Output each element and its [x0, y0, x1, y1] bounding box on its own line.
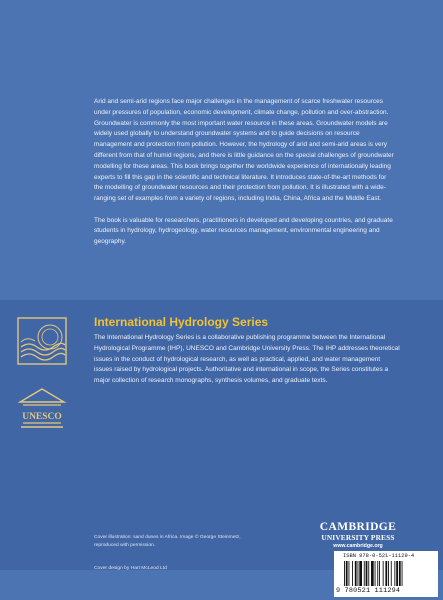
publisher-name: CAMBRIDGE — [319, 521, 397, 533]
cover-illustration-credit: Cover illustration: sand dunes in Africa. Image © George Steinmetz, reproduced with permission. — [94, 535, 241, 548]
series-description: The International Hydrology Series is a collaborative publishing programme between the International Hydrological Programme (IHP), UNESCO and Cambridge University Press. The IHP addresses theoretical issues in the conduct of hydrological research, as well as practical, applied, and water management issues raised by hydrological projects. Authoritative and international in scope, the Series constitutes a major collection of research monographs, synthesis volumes, and graduate texts. — [94, 334, 400, 385]
barcode-area — [334, 551, 438, 597]
publisher-logo — [303, 522, 413, 550]
unesco-logo-text: UNESCO — [22, 412, 62, 422]
isbn-text: ISBN 978-0-521-11129-4 — [343, 553, 415, 559]
unesco-logo-icon — [17, 386, 67, 430]
description-paragraph-2: The book is valuable for researchers, practitioners in developed and developing countries, and graduate students in hydrology, hydrogeology, water resources management, environmental engineering and geography. — [94, 216, 393, 246]
publisher-url: www.cambridge.org — [333, 543, 383, 549]
barcode-number: 9 780521 111294 — [336, 587, 401, 595]
description-paragraph-1: Arid and semi-arid regions face major challenges in the management of scarce freshwater resources under pressures of population, economic development, climate change, pollution and over-abstraction. Groundwater is commonly the most important water resource in these areas. Groundwater models are widely used globally to understand groundwater systems and to guide decisions on resource management and protection from pollution. However, the hydrology of arid and semi-arid areas is very different from that of humid regions, and there is little guidance on the special challenges of groundwater modelling for these areas. This book brings together the worldwide experience of internationally leading experts to fill this gap in the scientific and technical literature. It introduces state-of-the-art methods for the modelling of groundwater resources and their protection from pollution. It is illustrated with a wide-ranging set of examples from a variety of regions, including India, China, Africa and the Middle East. — [94, 98, 394, 203]
ihp-waves-logo-icon — [17, 317, 67, 365]
barcode-icon — [344, 561, 430, 586]
series-title: International Hydrology Series — [94, 315, 269, 329]
publisher-press: UNIVERSITY PRESS — [321, 533, 395, 542]
book-description — [94, 97, 394, 259]
cover-design-credit: Cover design by Hart McLeod Ltd — [94, 566, 167, 571]
